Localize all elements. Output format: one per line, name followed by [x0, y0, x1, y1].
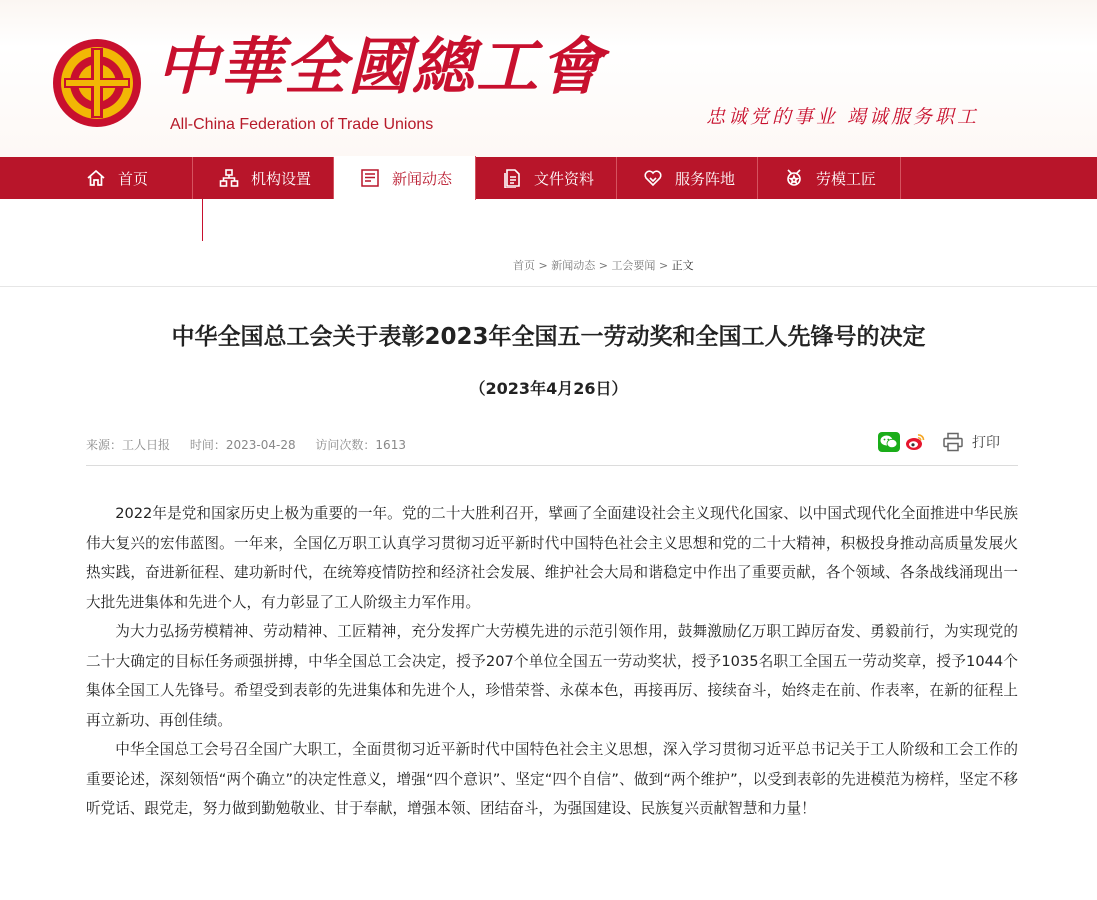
heart-hands-icon	[643, 168, 663, 188]
weibo-share-icon[interactable]	[904, 432, 926, 452]
nav-item-label: 首页	[118, 169, 149, 188]
article-paragraph: 中华全国总工会号召全国广大职工，全面贯彻习近平新时代中国特色社会主义思想，深入学习贯彻习近平总书记关于工人阶级和工会工作的重要论述，深刻领悟“两个确立”的决定性意义，增强“四个意识”、坚定“四个自信”、做到“两个维护”，以受到表彰的先进模范为榜样，坚定不移听党话、跟党走，努力做到勤勉敬业、甘于奉献，增强本领、团结奋斗，为强国建设、民族复兴贡献智慧和力量！	[86, 741, 1018, 817]
nav-item-label: 机构设置	[251, 169, 312, 188]
breadcrumb-union-news[interactable]: 工会要闻	[611, 259, 656, 272]
breadcrumb-home[interactable]: 首页	[513, 259, 535, 272]
nav-item-model-workers[interactable]	[758, 157, 901, 199]
nav-item-services[interactable]	[617, 157, 758, 199]
wechat-share-icon[interactable]	[878, 432, 900, 452]
breadcrumb-current: 正文	[671, 259, 694, 272]
nav-dropdown-indicator	[202, 199, 203, 241]
medal-icon	[784, 168, 804, 188]
nav-item-label: 文件资料	[534, 169, 595, 188]
nav-item-home[interactable]	[52, 157, 193, 199]
print-button[interactable]: 打印	[972, 435, 1000, 451]
breadcrumb	[513, 257, 694, 273]
acftu-emblem-icon[interactable]	[52, 38, 142, 128]
breadcrumb-separator: >	[538, 259, 548, 272]
org-chart-icon	[219, 168, 239, 188]
share-toolbar	[878, 432, 1000, 452]
article-time: 时间：2023-04-28	[189, 438, 296, 452]
article-visits: 访问次数：1613	[315, 438, 406, 452]
article-paragraph: 2022年是党和国家历史上极为重要的一年。党的二十大胜利召开，擘画了全面建设社会主义现代化国家、以中国式现代化全面推进中华民族伟大复兴的宏伟蓝图。一年来，全国亿万职工认真学习贯彻习近平新时代中国特色社会主义思想和党的二十大精神，积极投身推动高质量发展火热实践，奋进新征程、建功新时代，在统筹疫情防控和经济社会发展、维护社会大局和谐稳定中作出了重要贡献，各个领域、各条战线涌现出一大批先进集体和先进个人，有力彰显了工人阶级主力军作用。	[86, 505, 1018, 611]
nav-item-label: 新闻动态	[392, 169, 453, 188]
article-date: （2023年4月26日）	[469, 379, 628, 398]
article-meta	[86, 436, 422, 453]
nav-item-label: 服务阵地	[675, 169, 736, 188]
site-header	[0, 0, 1097, 157]
article-title: 中华全国总工会关于表彰2023年全国五一劳动奖和全国工人先锋号的决定	[171, 324, 926, 350]
divider	[0, 286, 1097, 287]
logo-chinese-text[interactable]: 中華全國總工會	[156, 30, 605, 103]
article-body	[86, 499, 1018, 824]
print-icon[interactable]	[942, 432, 964, 452]
document-icon	[502, 168, 522, 188]
main-nav	[0, 157, 1097, 199]
breadcrumb-separator: >	[598, 259, 608, 272]
nav-item-organization[interactable]	[193, 157, 334, 199]
newspaper-icon	[360, 168, 380, 188]
logo-english-text[interactable]: All-China Federation of Trade Unions	[170, 116, 434, 133]
breadcrumb-separator: >	[658, 259, 669, 272]
site-slogan: 忠诚党的事业 竭诚服务职工	[706, 106, 980, 128]
nav-item-documents[interactable]	[476, 157, 617, 199]
nav-item-label: 劳模工匠	[816, 169, 877, 188]
breadcrumb-news[interactable]: 新闻动态	[551, 259, 596, 272]
nav-item-news[interactable]	[334, 156, 476, 200]
article-source: 来源：工人日报	[86, 438, 171, 452]
home-icon	[86, 168, 106, 188]
divider	[86, 465, 1018, 466]
article-paragraph: 为大力弘扬劳模精神、劳动精神、工匠精神，充分发挥广大劳模先进的示范引领作用，鼓舞激励亿万职工踔厉奋发、勇毅前行，为实现党的二十大确定的目标任务顽强拼搏，中华全国总工会决定，授予207个单位全国五一劳动奖状，授予1035名职工全国五一劳动奖章，授予1044个集体全国工人先锋号。希望受到表彰的先进集体和先进个人，珍惜荣誉、永葆本色，再接再厉、接续奋斗，始终走在前、作表率，在新的征程上再立新功、再创佳绩。	[86, 623, 1018, 729]
